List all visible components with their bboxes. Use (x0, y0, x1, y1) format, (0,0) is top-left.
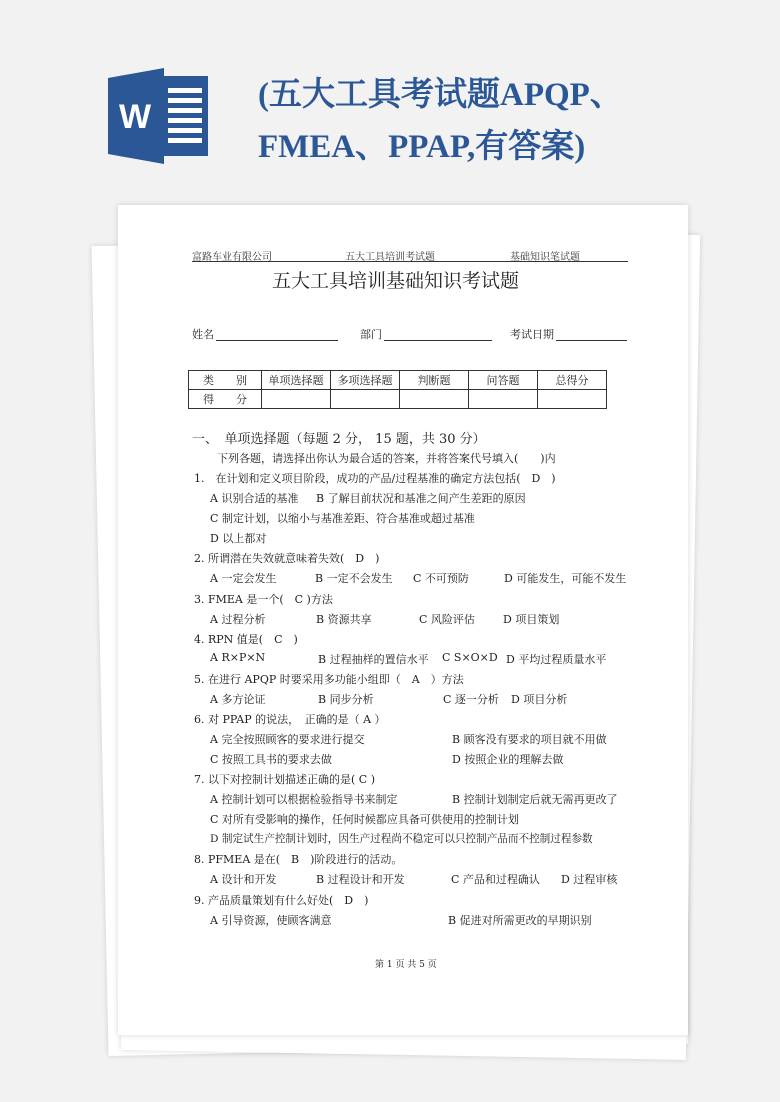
question: 5. 在进行 APQP 时要采用多功能小组即（ A ）方法 (194, 673, 464, 686)
option: D 可能发生，可能不发生 (504, 572, 627, 585)
question: 2. 所谓潜在失效就意味着失效( D ) (194, 552, 380, 565)
option: B 过程设计和开发 (316, 873, 405, 886)
svg-text:W: W (118, 98, 152, 136)
doc-title: 五大工具培训基础知识考试题 (272, 270, 520, 292)
option: A 控制计划可以根据检验指导书来制定 (210, 793, 398, 806)
section-heading: 一、 单项选择题（每题 2 分， 15 题，共 30 分） (192, 432, 486, 447)
dept-label: 部门 (360, 328, 382, 341)
page-footer: 第 1 页 共 5 页 (375, 960, 437, 970)
option: C 不可预防 (413, 572, 469, 585)
score-cell[interactable] (262, 390, 331, 409)
question: 7. 以下对控制计划描述正确的是( C ) (194, 773, 375, 786)
option: B 一定不会发生 (315, 572, 393, 585)
option: A 过程分析 (210, 613, 266, 626)
option: C 对所有受影响的操作，任何时候都应具备可供使用的控制计划 (210, 813, 519, 826)
score-cell[interactable] (469, 390, 538, 409)
header-right: 基础知识笔试题 (510, 252, 580, 263)
header-left: 富路车业有限公司 (192, 252, 272, 263)
score-row-label: 得 分 (189, 390, 262, 409)
option: A 一定会发生 (210, 572, 277, 585)
score-header: 问答题 (469, 371, 538, 390)
option: D 项目分析 (511, 693, 568, 706)
score-header: 多项选择题 (331, 371, 400, 390)
option: B 促进对所需更改的早期识别 (448, 914, 592, 927)
option: C 制定计划，以缩小与基准差距、符合基准或超过基准 (210, 512, 475, 525)
date-label: 考试日期 (510, 328, 554, 341)
instruction: 下列各题，请选择出你认为最合适的答案，并将答案代号填入( )内 (217, 452, 556, 465)
option: B 同步分析 (318, 693, 374, 706)
option: B 控制计划制定后就无需再更改了 (452, 793, 618, 806)
banner-title-line1: (五大工具考试题APQP、 (258, 77, 623, 113)
option: D 以上都对 (210, 532, 267, 545)
dept-field[interactable] (384, 340, 492, 341)
question: 4. RPN 值是( C ) (194, 633, 298, 646)
option: C 逐一分析 (443, 693, 499, 706)
option: B 资源共享 (316, 613, 372, 626)
score-header: 单项选择题 (262, 371, 331, 390)
option: C 产品和过程确认 (451, 873, 540, 886)
question: 1. 在计划和定义项目阶段，成功的产品/过程基准的确定方法包括( D ) (194, 472, 556, 485)
option: C 按照工具书的要求去做 (210, 753, 332, 766)
date-field[interactable] (556, 340, 627, 341)
question: 3. FMEA 是一个( C )方法 (194, 593, 333, 606)
name-field[interactable] (216, 340, 338, 341)
score-cell[interactable] (538, 390, 607, 409)
option: B 过程抽样的置信水平 (318, 653, 429, 666)
option: A 完全按照顾客的要求进行提交 (210, 733, 365, 746)
option: A R×P×N (210, 651, 266, 664)
header-rule (192, 261, 628, 262)
option: A 设计和开发 (210, 873, 277, 886)
header-center: 五大工具培训考试题 (345, 252, 435, 263)
option: D 过程审核 (561, 873, 618, 886)
option: D 按照企业的理解去做 (452, 753, 564, 766)
option: D 平均过程质量水平 (506, 653, 607, 666)
score-header: 类 别 (189, 371, 262, 390)
name-label: 姓名 (192, 328, 214, 341)
option: B 顾客没有要求的项目就不用做 (452, 733, 607, 746)
question: 8. PFMEA 是在( B )阶段进行的活动。 (194, 853, 403, 866)
option: A 引导资源，使顾客满意 (210, 914, 332, 927)
option: D 制定试生产控制计划时，因生产过程尚不稳定可以只控制产品而不控制过程参数 (210, 833, 593, 845)
score-header: 总得分 (538, 371, 607, 390)
question: 9. 产品质量策划有什么好处( D ) (194, 894, 369, 907)
option: C 风险评估 (419, 613, 475, 626)
banner-title-line2: FMEA、PPAP,有答案) (258, 129, 586, 165)
word-icon (108, 68, 208, 164)
option: C S×O×D (442, 651, 498, 664)
score-cell[interactable] (331, 390, 400, 409)
option: A 多方论证 (210, 693, 266, 706)
option: A 识别合适的基准 (210, 492, 299, 505)
score-cell[interactable] (400, 390, 469, 409)
option: B 了解目前状况和基准之间产生差距的原因 (316, 492, 526, 505)
score-header: 判断题 (400, 371, 469, 390)
question: 6. 对 PPAP 的说法， 正确的是（ A ） (194, 713, 386, 726)
option: D 项目策划 (503, 613, 560, 626)
score-table (188, 370, 607, 409)
